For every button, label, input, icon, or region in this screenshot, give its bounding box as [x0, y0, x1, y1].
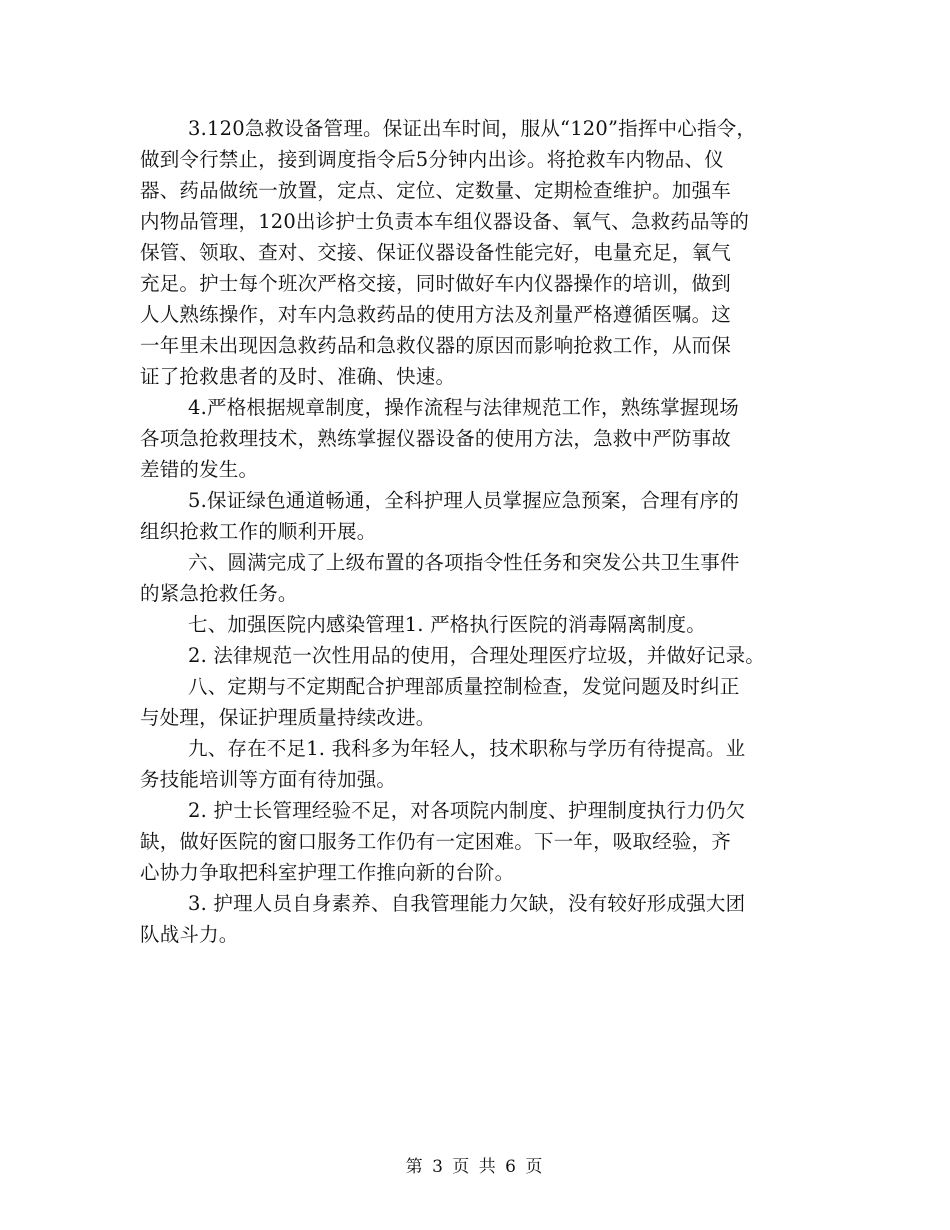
- paragraph: [140, 888, 830, 950]
- text-line: 器、药品做统一放置，定点、定位、定数量、定期检查维护。加强车: [140, 179, 732, 202]
- paragraph: [140, 795, 830, 888]
- paragraph: [140, 113, 830, 392]
- text-line: 2. 护士长管理经验不足，对各项院内制度、护理制度执行力仍欠: [188, 799, 746, 822]
- text-line: 队战斗力。: [140, 923, 239, 946]
- text-line: 八、定期与不定期配合护理部质量控制检查，发觉问题及时纠正: [188, 675, 740, 698]
- text-line: 缺，做好医院的窗口服务工作仍有一定困难。下一年，吸取经验，齐: [140, 830, 732, 853]
- text-line: 务技能培训等方面有待加强。: [140, 768, 397, 791]
- document-body: [140, 113, 830, 950]
- text-line: 各项急抢救理技术，熟练掌握仪器设备的使用方法，急救中严防事故: [140, 427, 732, 450]
- text-line: 与处理，保证护理质量持续改进。: [140, 706, 436, 729]
- text-line: 九、存在不足1. 我科多为年轻人，技术职称与学历有待提高。业: [188, 737, 746, 760]
- paragraph: [140, 547, 830, 609]
- text-line: 七、加强医院内感染管理1. 严格执行医院的消毒隔离制度。: [188, 613, 706, 636]
- text-line: 差错的发生。: [140, 458, 259, 481]
- paragraph: [140, 485, 830, 547]
- text-line: 5.保证绿色通道畅通，全科护理人员掌握应急预案，合理有序的: [188, 489, 739, 512]
- paragraph: [140, 671, 830, 733]
- text-line: 心协力争取把科室护理工作推向新的台阶。: [140, 861, 515, 884]
- text-line: 保管、领取、查对、交接、保证仪器设备性能完好，电量充足，氧气: [140, 241, 732, 264]
- text-line: 的紧急抢救任务。: [140, 582, 298, 605]
- text-line: 一年里未出现因急救药品和急救仪器的原因而影响抢救工作，从而保: [140, 334, 732, 357]
- text-line: 4.严格根据规章制度，操作流程与法律规范工作，熟练掌握现场: [188, 396, 739, 419]
- text-line: 六、圆满完成了上级布置的各项指令性任务和突发公共卫生事件: [188, 551, 740, 574]
- text-line: 充足。护士每个班次严格交接，同时做好车内仪器操作的培训，做到: [140, 272, 732, 295]
- text-line: 3. 护理人员自身素养、自我管理能力欠缺，没有较好形成强大团: [188, 892, 746, 915]
- text-line: 人人熟练操作，对车内急救药品的使用方法及剂量严格遵循医嘱。这: [140, 303, 732, 326]
- text-line: 做到令行禁止，接到调度指令后5分钟内出诊。将抢救车内物品、仪: [140, 148, 724, 171]
- paragraph: [140, 733, 830, 795]
- text-line: 组织抢救工作的顺利开展。: [140, 520, 377, 543]
- text-line: 内物品管理，120出诊护士负责本车组仪器设备、氧气、急救药品等的: [140, 210, 750, 233]
- text-line: 2. 法律规范一次性用品的使用，合理处理医疗垃圾，并做好记录。: [188, 644, 766, 667]
- page-number-footer: 第 3 页 共 6 页: [405, 1157, 545, 1177]
- paragraph: [140, 609, 830, 640]
- text-line: 3.120急救设备管理。保证出车时间，服从“120”指挥中心指令，: [188, 117, 757, 140]
- paragraph: [140, 392, 830, 485]
- paragraph: [140, 640, 830, 671]
- text-line: 证了抢救患者的及时、准确、快速。: [140, 365, 456, 388]
